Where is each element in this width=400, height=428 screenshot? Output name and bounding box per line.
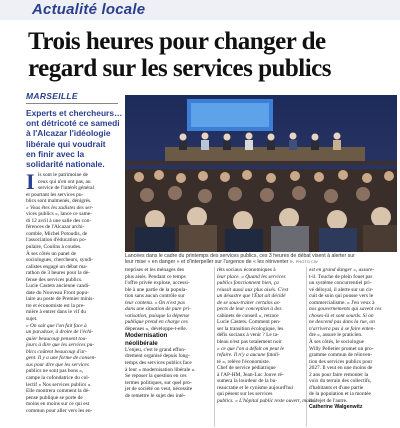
body-line: « Vous êtes les zadistes des ser-	[26, 204, 94, 211]
body-line: Lucie Castets. Comment pen-	[217, 319, 281, 326]
body-line: publics. « L'hôpital public reste ouvert, mais il	[217, 397, 317, 404]
body-line: tion sans aucun contrôle sur	[125, 293, 185, 300]
body-line: campe la cofondatrice du col-	[26, 374, 90, 381]
body-line: n'arrivera pas à se faire enten-	[309, 325, 376, 332]
dateline: MARSEILLE	[26, 91, 78, 101]
body-line: pects de leur conception à des	[217, 306, 282, 313]
body-line: choses-là et sont sourds. Si on	[309, 312, 374, 319]
body-line: mière à entrer dans le vif du	[26, 309, 86, 316]
caption-line	[125, 259, 397, 265]
body-line: rêts sociaux économiques à	[217, 267, 276, 273]
chapo-line: en finir avec la	[26, 148, 85, 159]
body-line: sumera la lourdeur de la bu-	[217, 378, 278, 385]
body-line: à l'AP-HM, Jean-Luc Jouve ré-	[217, 371, 284, 378]
rubric-title: Actualité locale	[32, 1, 146, 18]
body-line: férences de l'Alcazar archi-	[26, 224, 85, 231]
article-column-2	[125, 267, 213, 399]
body-line: à leur « modernisation libérale ».	[125, 366, 196, 373]
headline-line: regard sur les services publics	[28, 55, 332, 82]
body-line: vatisation, puisque la dépense	[125, 312, 190, 319]
chapo-line: Experts et chercheurs…	[26, 108, 123, 118]
body-line: de la population et la montée	[309, 391, 371, 398]
body-line: ceux qui n'en ont pas, au	[38, 178, 91, 185]
article-column-4	[309, 267, 397, 411]
body-line: est en grand danger », assure-	[309, 267, 375, 273]
body-line: dépenses », développe-t-elle.	[125, 325, 188, 332]
body-line: jours à dire que les services pu-	[26, 342, 95, 349]
body-line: ne descend pas dans la rue, on	[309, 319, 375, 326]
body-line: jet de société on veut, nécessite	[125, 386, 193, 393]
author-signature: Catherine Walgenwitz	[309, 404, 363, 411]
body-line: « ce que l'on a défait on peut le	[217, 345, 285, 352]
body-line: comble, Michel Potoudis, de	[26, 230, 88, 237]
body-line: dans une situation de pure pri-	[125, 306, 191, 313]
body-line: sociologues, chercheurs, syndi-	[26, 257, 94, 264]
body-line: quier beaucoup pensent tou-	[26, 335, 87, 342]
body-line: Willy Pelletier promet un pro-	[309, 345, 374, 352]
body-line: fense des services publics.	[26, 276, 83, 283]
body-line: temps des services publics face	[125, 359, 192, 366]
body-line: t-il. Touche de plein fouet par	[309, 273, 373, 280]
chapo-line: ont détricoté ce samedi	[26, 118, 120, 129]
body-line: de se sous-traiter certains as-	[217, 299, 281, 306]
body-line: tre et économiste est la pre-	[26, 302, 85, 309]
body-line: leur contenu. « On n'est pas	[125, 299, 185, 306]
body-line: Chef de service pédiatrique	[217, 365, 276, 372]
body-line: un système concurrentiel pri-	[309, 280, 372, 287]
body-line: blics coûtent beaucoup d'ar-	[26, 348, 87, 355]
body-line: l'association d'éducation po-	[26, 237, 87, 244]
photo-caption	[125, 253, 397, 266]
body-line: tion des services publics pour	[309, 358, 373, 365]
body-line: pulaire, Coulins à coudes.	[26, 244, 82, 251]
body-line: refaire. Il n'y a aucune fatali-	[217, 352, 280, 359]
body-line: Se reposer la question en ces	[125, 373, 187, 380]
body-line: Elle montrera comment la dé-	[26, 388, 90, 395]
body-line: L'enjeu, c'est le grand effon-	[125, 346, 186, 353]
body-line: du rejet de l'autre.	[309, 397, 348, 404]
body-line: sus pour dire que les services	[26, 361, 89, 368]
body-line: 2027. Il veut en une moins de	[309, 365, 373, 372]
body-line: « On sait que l'on fait face à	[26, 322, 87, 329]
body-line: réussit aussi aux plus aisés. C'est	[217, 286, 289, 293]
photo-credit: PHOTO CW	[295, 259, 318, 265]
drop-cap: I	[26, 169, 35, 194]
body-line: plus aisés. Pendant ce temps	[125, 273, 186, 280]
body-line: vices publics », lance ce same-	[26, 211, 92, 218]
body-line: sujet.	[26, 316, 38, 323]
headline	[28, 28, 398, 82]
body-line: ls sont le patrimoine de	[38, 172, 88, 178]
body-line: calistes engagé un débat ma-	[26, 263, 88, 270]
body-line: Lucie Castets ancienne candi-	[26, 283, 90, 290]
body-line: dre », assure le praticien.	[309, 332, 363, 339]
body-line: commercialisme. « J'en veux à	[309, 299, 375, 306]
body-line: À ses côtés, le sociologue	[309, 339, 365, 346]
subheading: néolibérale	[125, 339, 158, 347]
body-line: treprises et les ménages des	[125, 267, 185, 273]
chapo-line: solidarité nationale.	[26, 159, 105, 170]
body-line: leur place. « Quand les services	[217, 273, 286, 280]
body-line: té », relève l'économiste.	[217, 358, 271, 365]
body-line: lectif « Nos services publics ».	[26, 381, 92, 388]
body-line: service de l'intérêt général	[38, 185, 95, 192]
caption-text: leur mise « en danger » et d'interpeller sur l'urgence de « les réinventer ».	[125, 259, 295, 266]
body-line: drement organisé depuis long-	[125, 353, 190, 360]
body-line: l'offre privée explose, accessi-	[125, 280, 190, 287]
rubric-bar	[0, 0, 400, 20]
body-line: À ses côtés un panel de	[26, 250, 77, 257]
body-line: publique prend en charge ces	[125, 319, 188, 326]
body-line: cuit de soin qui pousse vers le	[309, 293, 374, 300]
chapo-line: à l'Alcazar l'idéologie	[26, 128, 111, 139]
body-line: commun pour aller vers les en-	[26, 407, 93, 414]
body-line: termes politiques, sur quel pro-	[125, 379, 192, 386]
chapo	[26, 108, 122, 169]
body-line: gent. Il y a une forme de consen-	[26, 355, 97, 362]
dateline-rule	[26, 103, 118, 104]
body-line: voix du terrain des collectifs,	[309, 378, 372, 385]
body-line: nos gouvernements qui savent ces	[309, 306, 382, 313]
body-line: publics fonctionnent bien, ça	[217, 280, 279, 287]
body-line: un désastre que l'État ait décidé	[217, 293, 286, 300]
body-line: qui pèsent sur les services	[217, 391, 273, 398]
body-line: d'habitants et d'une partie	[309, 384, 364, 391]
body-line: et pourtant les services pu-	[26, 191, 84, 198]
body-line: laire au poste de Premier minis-	[26, 296, 95, 303]
column-divider	[214, 267, 215, 427]
conference-photo	[125, 95, 397, 252]
body-line: moins en moins sur ce qui est	[26, 401, 90, 408]
body-line: di 12 avril à une salle des con-	[26, 217, 92, 224]
body-line: 2 ans pour faire remonter la	[309, 371, 369, 378]
body-line: reaucratie et le cynisme aujourd'hui	[217, 384, 294, 391]
body-line: publics ne sont pas bons »,	[26, 368, 84, 375]
body-line: date du Nouveau Front popu-	[26, 289, 89, 296]
article-column-3	[217, 267, 317, 404]
subheading: Modernisation	[125, 332, 168, 340]
body-line: de remettre le sujet des inté-	[125, 392, 186, 399]
caption-line: Lancées dans le cadre du printemps des services publics, ces 3 heures de débat visent à alerter sur	[125, 253, 355, 259]
body-line: blics sont malmenés, dénigrés.	[26, 198, 92, 205]
body-line: bleau n'est pas totalement noir	[217, 339, 282, 346]
body-line: ble à une partie de la popula-	[125, 286, 188, 293]
body-line: vé déloyal, il alerte sur un cir-	[309, 286, 374, 293]
headline-line: Trois heures pour changer de	[28, 28, 326, 55]
body-line: un paradoxe, à droite de l'échi-	[26, 329, 94, 336]
body-line: défis sociaux à venir ? Le ta-	[217, 332, 279, 339]
body-line: pense publique se porte de	[26, 394, 83, 401]
body-line: rathon de 3 heures pour la dé-	[26, 270, 90, 277]
body-line: ser la transition écologique, les	[217, 325, 284, 332]
body-line: cabinets de conseil », retrace	[217, 312, 279, 319]
article-column-1	[26, 169, 122, 414]
chapo-line: libérale qui voudrait	[26, 138, 106, 149]
body-line: gramme commun de réinven-	[309, 352, 373, 359]
